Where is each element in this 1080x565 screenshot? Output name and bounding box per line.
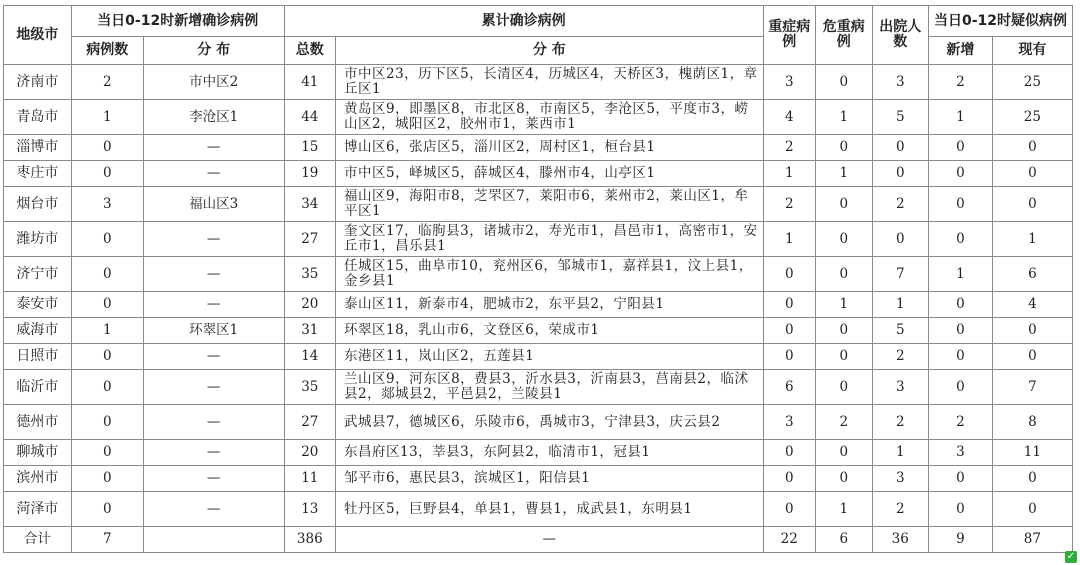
cell-new-count: 3 bbox=[71, 187, 143, 222]
table-row bbox=[4, 405, 1073, 440]
cell-total: 20 bbox=[284, 440, 335, 466]
table-row bbox=[4, 135, 1073, 161]
cell-city: 临沂市 bbox=[4, 370, 72, 405]
header-discharged: 出院人数 bbox=[872, 6, 929, 65]
cell-suspect-current: 0 bbox=[992, 466, 1072, 492]
cell-severe: 0 bbox=[763, 440, 815, 466]
cell-new-dist: 福山区3 bbox=[143, 187, 284, 222]
table-row bbox=[4, 292, 1073, 318]
table-body bbox=[4, 65, 1073, 553]
cell-severe: 1 bbox=[763, 161, 815, 187]
cell-new-dist: — bbox=[143, 466, 284, 492]
cell-severe: 3 bbox=[763, 405, 815, 440]
total-cell-new-count: 7 bbox=[71, 527, 143, 553]
cell-dist: 邹平市6，惠民县3，滨城区1，阳信县1 bbox=[335, 466, 763, 492]
cell-severe: 3 bbox=[763, 65, 815, 100]
cell-severe: 0 bbox=[763, 257, 815, 292]
cell-suspect-current: 0 bbox=[992, 318, 1072, 344]
cell-dist: 任城区15，曲阜市10，兖州区6，邹城市1，嘉祥县1，汶上县1，金乡县1 bbox=[335, 257, 763, 292]
cell-critical: 1 bbox=[815, 292, 872, 318]
cell-dist: 奎文区17，临朐县3，诸城市2，寿光市1，昌邑市1，高密市1，安丘市1，昌乐县1 bbox=[335, 222, 763, 257]
header-city: 地级市 bbox=[4, 6, 72, 65]
cell-city: 滨州市 bbox=[4, 466, 72, 492]
cell-city: 日照市 bbox=[4, 344, 72, 370]
cell-discharged: 0 bbox=[872, 161, 929, 187]
cell-critical: 0 bbox=[815, 318, 872, 344]
cell-dist: 环翠区18，乳山市6，文登区6，荣成市1 bbox=[335, 318, 763, 344]
cell-suspect-new: 0 bbox=[929, 318, 993, 344]
total-cell-suspect-current: 87 bbox=[992, 527, 1072, 553]
cell-discharged: 1 bbox=[872, 440, 929, 466]
cell-suspect-current: 1 bbox=[992, 222, 1072, 257]
cell-new-dist: — bbox=[143, 135, 284, 161]
table-row bbox=[4, 492, 1073, 527]
cell-suspect-current: 11 bbox=[992, 440, 1072, 466]
cell-new-count: 0 bbox=[71, 161, 143, 187]
cell-severe: 0 bbox=[763, 318, 815, 344]
header-cumulative-distribution: 分 布 bbox=[335, 37, 763, 65]
cell-critical: 1 bbox=[815, 492, 872, 527]
table-row bbox=[4, 187, 1073, 222]
cell-suspect-current: 0 bbox=[992, 344, 1072, 370]
cell-suspect-new: 1 bbox=[929, 257, 993, 292]
cell-discharged: 2 bbox=[872, 187, 929, 222]
header-new-group: 当日0-12时新增确诊病例 bbox=[71, 6, 284, 37]
cell-dist: 市中区5，峄城区5，薛城区4，滕州市4，山亭区1 bbox=[335, 161, 763, 187]
cell-suspect-current: 0 bbox=[992, 187, 1072, 222]
total-cell-suspect-new: 9 bbox=[929, 527, 993, 553]
cell-new-count: 1 bbox=[71, 318, 143, 344]
cell-suspect-new: 1 bbox=[929, 100, 993, 135]
cell-critical: 0 bbox=[815, 257, 872, 292]
cell-critical: 1 bbox=[815, 161, 872, 187]
cell-new-count: 0 bbox=[71, 257, 143, 292]
cell-new-dist: 市中区2 bbox=[143, 65, 284, 100]
cell-suspect-new: 0 bbox=[929, 370, 993, 405]
cell-suspect-current: 6 bbox=[992, 257, 1072, 292]
cell-suspect-current: 4 bbox=[992, 292, 1072, 318]
cell-critical: 0 bbox=[815, 344, 872, 370]
cell-dist: 黄岛区9，即墨区8，市北区8，市南区5，李沧区5，平度市3，崂山区2，城阳区2，胶州市1，莱西市1 bbox=[335, 100, 763, 135]
cell-new-count: 1 bbox=[71, 100, 143, 135]
total-cell-severe: 22 bbox=[763, 527, 815, 553]
cell-dist: 东港区11，岚山区2，五莲县1 bbox=[335, 344, 763, 370]
cell-new-dist: 环翠区1 bbox=[143, 318, 284, 344]
cell-suspect-current: 0 bbox=[992, 161, 1072, 187]
cell-dist: 东昌府区13，莘县3，东阿县2，临清市1，冠县1 bbox=[335, 440, 763, 466]
table-row bbox=[4, 65, 1073, 100]
cell-severe: 4 bbox=[763, 100, 815, 135]
cell-new-dist: — bbox=[143, 292, 284, 318]
cell-new-dist: — bbox=[143, 405, 284, 440]
cell-total: 27 bbox=[284, 405, 335, 440]
total-cell-city: 合计 bbox=[4, 527, 72, 553]
cell-severe: 1 bbox=[763, 222, 815, 257]
cell-discharged: 3 bbox=[872, 65, 929, 100]
header-suspect-group: 当日0-12时疑似病例 bbox=[929, 6, 1073, 37]
cell-critical: 0 bbox=[815, 65, 872, 100]
cell-total: 20 bbox=[284, 292, 335, 318]
cell-total: 35 bbox=[284, 257, 335, 292]
cell-dist: 武城县7，德城区6，乐陵市6，禹城市3，宁津县3，庆云县2 bbox=[335, 405, 763, 440]
cell-new-count: 0 bbox=[71, 135, 143, 161]
cell-city: 潍坊市 bbox=[4, 222, 72, 257]
cell-suspect-new: 2 bbox=[929, 65, 993, 100]
table-row bbox=[4, 318, 1073, 344]
cell-discharged: 2 bbox=[872, 344, 929, 370]
cell-critical: 0 bbox=[815, 440, 872, 466]
total-row bbox=[4, 527, 1073, 553]
cell-new-dist: — bbox=[143, 492, 284, 527]
cell-suspect-new: 0 bbox=[929, 222, 993, 257]
cell-severe: 2 bbox=[763, 135, 815, 161]
cell-severe: 0 bbox=[763, 292, 815, 318]
cell-total: 41 bbox=[284, 65, 335, 100]
cell-dist: 博山区6，张店区5，淄川区2，周村区1，桓台县1 bbox=[335, 135, 763, 161]
wechat-logo-icon: ✓ bbox=[1066, 551, 1076, 562]
cell-new-dist: — bbox=[143, 344, 284, 370]
cell-discharged: 3 bbox=[872, 370, 929, 405]
cell-total: 31 bbox=[284, 318, 335, 344]
table-row bbox=[4, 344, 1073, 370]
cell-city: 枣庄市 bbox=[4, 161, 72, 187]
cell-suspect-current: 7 bbox=[992, 370, 1072, 405]
cell-city: 淄博市 bbox=[4, 135, 72, 161]
cell-total: 14 bbox=[284, 344, 335, 370]
cell-new-count: 0 bbox=[71, 344, 143, 370]
cell-critical: 0 bbox=[815, 187, 872, 222]
cell-discharged: 2 bbox=[872, 405, 929, 440]
covid-case-table bbox=[3, 5, 1073, 553]
table-row bbox=[4, 257, 1073, 292]
cell-total: 44 bbox=[284, 100, 335, 135]
cell-new-count: 0 bbox=[71, 370, 143, 405]
cell-city: 济宁市 bbox=[4, 257, 72, 292]
cell-new-count: 2 bbox=[71, 65, 143, 100]
total-cell-dist: — bbox=[335, 527, 763, 553]
cell-new-dist: — bbox=[143, 161, 284, 187]
cell-dist: 泰山区11，新泰市4，肥城市2，东平县2，宁阳县1 bbox=[335, 292, 763, 318]
header-suspect-current: 现有 bbox=[992, 37, 1072, 65]
cell-city: 烟台市 bbox=[4, 187, 72, 222]
cell-city: 菏泽市 bbox=[4, 492, 72, 527]
cell-suspect-new: 2 bbox=[929, 405, 993, 440]
total-cell-total: 386 bbox=[284, 527, 335, 553]
total-cell-critical: 6 bbox=[815, 527, 872, 553]
cell-new-count: 0 bbox=[71, 440, 143, 466]
cell-total: 19 bbox=[284, 161, 335, 187]
cell-total: 13 bbox=[284, 492, 335, 527]
cell-total: 35 bbox=[284, 370, 335, 405]
cell-suspect-new: 0 bbox=[929, 466, 993, 492]
cell-discharged: 1 bbox=[872, 292, 929, 318]
header-severe: 重症病例 bbox=[763, 6, 815, 65]
cell-suspect-current: 0 bbox=[992, 492, 1072, 527]
cell-severe: 6 bbox=[763, 370, 815, 405]
cell-suspect-new: 3 bbox=[929, 440, 993, 466]
cell-critical: 0 bbox=[815, 370, 872, 405]
cell-discharged: 5 bbox=[872, 318, 929, 344]
cell-new-dist: — bbox=[143, 440, 284, 466]
cell-discharged: 5 bbox=[872, 100, 929, 135]
total-cell-new-dist bbox=[143, 527, 284, 553]
cell-city: 青岛市 bbox=[4, 100, 72, 135]
cell-severe: 0 bbox=[763, 492, 815, 527]
cell-severe: 2 bbox=[763, 187, 815, 222]
cell-suspect-current: 25 bbox=[992, 65, 1072, 100]
cell-critical: 1 bbox=[815, 100, 872, 135]
header-cumulative-group: 累计确诊病例 bbox=[284, 6, 763, 37]
cell-suspect-new: 0 bbox=[929, 135, 993, 161]
cell-city: 济南市 bbox=[4, 65, 72, 100]
cell-new-count: 0 bbox=[71, 466, 143, 492]
header-suspect-new: 新增 bbox=[929, 37, 993, 65]
cell-dist: 福山区9，海阳市8，芝罘区7，莱阳市6，莱州市2，莱山区1，牟平区1 bbox=[335, 187, 763, 222]
cell-new-count: 0 bbox=[71, 222, 143, 257]
cell-new-count: 0 bbox=[71, 292, 143, 318]
total-cell-discharged: 36 bbox=[872, 527, 929, 553]
cell-suspect-new: 0 bbox=[929, 344, 993, 370]
cell-critical: 2 bbox=[815, 405, 872, 440]
header-new-distribution: 分 布 bbox=[143, 37, 284, 65]
table-row bbox=[4, 370, 1073, 405]
cell-suspect-new: 0 bbox=[929, 161, 993, 187]
cell-discharged: 0 bbox=[872, 135, 929, 161]
cell-city: 聊城市 bbox=[4, 440, 72, 466]
cell-suspect-current: 0 bbox=[992, 135, 1072, 161]
cell-city: 威海市 bbox=[4, 318, 72, 344]
cell-total: 34 bbox=[284, 187, 335, 222]
cell-city: 泰安市 bbox=[4, 292, 72, 318]
cell-discharged: 2 bbox=[872, 492, 929, 527]
cell-severe: 0 bbox=[763, 344, 815, 370]
cell-suspect-new: 0 bbox=[929, 292, 993, 318]
table-row bbox=[4, 100, 1073, 135]
cell-suspect-new: 0 bbox=[929, 492, 993, 527]
cell-new-count: 0 bbox=[71, 405, 143, 440]
cell-discharged: 3 bbox=[872, 466, 929, 492]
cell-discharged: 0 bbox=[872, 222, 929, 257]
cell-city: 德州市 bbox=[4, 405, 72, 440]
cell-suspect-current: 25 bbox=[992, 100, 1072, 135]
cell-severe: 0 bbox=[763, 466, 815, 492]
table-row bbox=[4, 466, 1073, 492]
cell-dist: 牡丹区5，巨野县4，单县1，曹县1，成武县1，东明县1 bbox=[335, 492, 763, 527]
cell-total: 11 bbox=[284, 466, 335, 492]
cell-new-dist: — bbox=[143, 222, 284, 257]
cell-new-dist: — bbox=[143, 257, 284, 292]
header-critical: 危重病例 bbox=[815, 6, 872, 65]
cell-critical: 0 bbox=[815, 135, 872, 161]
cell-critical: 0 bbox=[815, 222, 872, 257]
cell-suspect-current: 8 bbox=[992, 405, 1072, 440]
cell-suspect-new: 0 bbox=[929, 187, 993, 222]
cell-dist: 市中区23，历下区5，长清区4，历城区4，天桥区3，槐荫区1，章丘区1 bbox=[335, 65, 763, 100]
cell-critical: 0 bbox=[815, 466, 872, 492]
cell-new-dist: — bbox=[143, 370, 284, 405]
cell-total: 15 bbox=[284, 135, 335, 161]
header-new-count: 病例数 bbox=[71, 37, 143, 65]
table-row bbox=[4, 440, 1073, 466]
header-cumulative-total: 总数 bbox=[284, 37, 335, 65]
cell-new-dist: 李沧区1 bbox=[143, 100, 284, 135]
cell-new-count: 0 bbox=[71, 492, 143, 527]
table-row bbox=[4, 161, 1073, 187]
cell-discharged: 7 bbox=[872, 257, 929, 292]
cell-total: 27 bbox=[284, 222, 335, 257]
cell-dist: 兰山区9，河东区8，费县3，沂水县3，沂南县3，莒南县2，临沭县2，郯城县2，平邑县2，兰陵县1 bbox=[335, 370, 763, 405]
table-row bbox=[4, 222, 1073, 257]
